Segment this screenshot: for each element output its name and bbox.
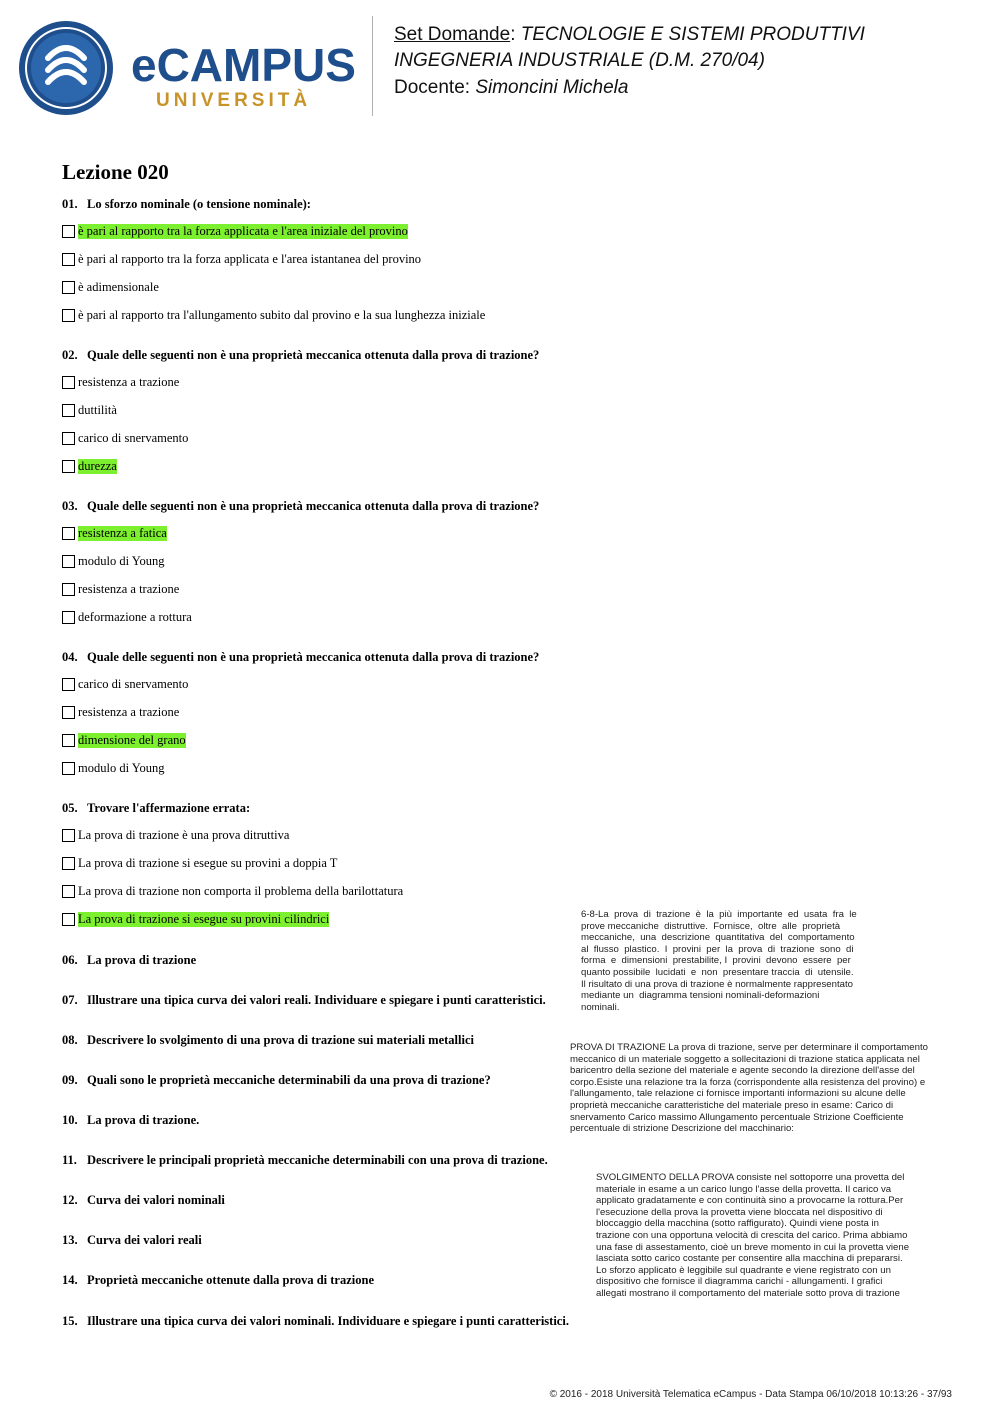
question-text: Quali sono le proprietà meccaniche determinabili da una prova di trazione? bbox=[87, 1073, 491, 1087]
ecampus-logo bbox=[18, 18, 368, 118]
checkbox[interactable] bbox=[62, 913, 75, 926]
set-colon: : bbox=[510, 24, 516, 45]
checkbox[interactable] bbox=[62, 404, 75, 417]
checkbox[interactable] bbox=[62, 281, 75, 294]
question-number: 07. bbox=[62, 993, 78, 1007]
question-04 bbox=[62, 650, 539, 665]
answer-option[interactable] bbox=[62, 883, 403, 900]
checkbox[interactable] bbox=[62, 678, 75, 691]
question-number: 13. bbox=[62, 1233, 78, 1247]
checkbox[interactable] bbox=[62, 555, 75, 568]
question-text: Curva dei valori nominali bbox=[87, 1193, 225, 1207]
checkbox[interactable] bbox=[62, 225, 75, 238]
checkbox[interactable] bbox=[62, 706, 75, 719]
set-line bbox=[394, 22, 865, 48]
question-number: 14. bbox=[62, 1273, 78, 1287]
question-text: Curva dei valori reali bbox=[87, 1233, 202, 1247]
answer-text: La prova di trazione non comporta il problema della barilottatura bbox=[78, 884, 404, 898]
answer-text: carico di snervamento bbox=[78, 677, 189, 691]
checkbox[interactable] bbox=[62, 583, 75, 596]
answer-text: carico di snervamento bbox=[78, 431, 189, 445]
answer-text: La prova di trazione si esegue su provini a doppia T bbox=[78, 856, 338, 870]
checkbox[interactable] bbox=[62, 734, 75, 747]
question-text: Quale delle seguenti non è una proprietà meccanica ottenuta dalla prova di trazione? bbox=[87, 499, 540, 513]
answer-option[interactable] bbox=[62, 402, 117, 419]
answer-option[interactable] bbox=[62, 676, 188, 693]
answer-option[interactable] bbox=[62, 251, 421, 268]
question-number: 03. bbox=[62, 499, 78, 513]
answer-option[interactable] bbox=[62, 374, 179, 391]
question-number: 02. bbox=[62, 348, 78, 362]
question-07 bbox=[62, 993, 546, 1008]
question-number: 01. bbox=[62, 197, 78, 211]
teacher-label: Docente: bbox=[394, 77, 476, 98]
answer-option[interactable] bbox=[62, 458, 117, 475]
checkbox[interactable] bbox=[62, 432, 75, 445]
question-12 bbox=[62, 1193, 225, 1208]
question-text: Descrivere le principali proprietà meccaniche determinabili con una prova di trazione. bbox=[87, 1153, 548, 1167]
logo-sub-text: UNIVERSITÀ bbox=[156, 90, 312, 111]
question-number: 12. bbox=[62, 1193, 78, 1207]
checkbox[interactable] bbox=[62, 762, 75, 775]
question-06 bbox=[62, 953, 196, 968]
question-text: Quale delle seguenti non è una proprietà meccanica ottenuta dalla prova di trazione? bbox=[87, 650, 540, 664]
page-footer: © 2016 - 2018 Università Telematica eCampus - Data Stampa 06/10/2018 10:13:26 - 37/93 bbox=[549, 1389, 952, 1400]
question-number: 10. bbox=[62, 1113, 78, 1127]
question-number: 09. bbox=[62, 1073, 78, 1087]
answer-option[interactable] bbox=[62, 223, 408, 240]
answer-text-correct: La prova di trazione si esegue su provini cilindrici bbox=[78, 912, 330, 926]
answer-option[interactable] bbox=[62, 827, 289, 844]
logo-brand-text: eCAMPUS bbox=[131, 39, 356, 91]
lesson-title: Lezione 020 bbox=[62, 160, 169, 184]
answer-option[interactable] bbox=[62, 855, 337, 872]
answer-option[interactable] bbox=[62, 911, 329, 928]
question-text: La prova di trazione bbox=[87, 953, 197, 967]
course-line2-row bbox=[394, 48, 765, 74]
answer-option[interactable] bbox=[62, 307, 485, 324]
answer-text-correct: durezza bbox=[78, 459, 117, 473]
question-09 bbox=[62, 1073, 491, 1088]
question-11 bbox=[62, 1153, 548, 1168]
checkbox[interactable] bbox=[62, 460, 75, 473]
checkbox[interactable] bbox=[62, 857, 75, 870]
checkbox[interactable] bbox=[62, 309, 75, 322]
answer-text: è pari al rapporto tra l'allungamento subito dal provino e la sua lunghezza iniziale bbox=[78, 308, 486, 322]
checkbox[interactable] bbox=[62, 885, 75, 898]
answer-text-correct: resistenza a fatica bbox=[78, 526, 167, 540]
question-14 bbox=[62, 1273, 374, 1288]
answer-text: modulo di Young bbox=[78, 554, 165, 568]
answer-text: modulo di Young bbox=[78, 761, 165, 775]
question-number: 15. bbox=[62, 1314, 78, 1328]
question-13 bbox=[62, 1233, 202, 1248]
question-02 bbox=[62, 348, 539, 363]
answer-option[interactable] bbox=[62, 609, 192, 626]
answer-option[interactable] bbox=[62, 704, 179, 721]
checkbox[interactable] bbox=[62, 611, 75, 624]
answer-note-1: 6-8-La prova di trazione è la più importante ed usata fra le prove meccaniche distruttive. Fornisce, oltre alle proprietà meccaniche, una descrizione quantitativa del comportamento al flusso plastico. I provini per la prova di trazione sono di forma e dimensioni prestabilite, I provini devono essere per quanto possibile lucidati e non presentare traccia di utensile. Il risultato di una prova di trazione è normalmente rappresentato mediante un diagramma tensioni nominali-deformazioni nominali. bbox=[581, 909, 857, 1013]
answer-text: duttilità bbox=[78, 403, 117, 417]
teacher-name: Simoncini Michela bbox=[475, 77, 629, 98]
question-text: Illustrare una tipica curva dei valori nominali. Individuare e spiegare i punti caratteristici. bbox=[87, 1314, 569, 1328]
answer-text: resistenza a trazione bbox=[78, 582, 180, 596]
question-01 bbox=[62, 197, 311, 212]
question-text: Proprietà meccaniche ottenute dalla prova di trazione bbox=[87, 1273, 374, 1287]
question-08 bbox=[62, 1033, 474, 1048]
answer-note-3: SVOLGIMENTO DELLA PROVA consiste nel sottoporre una provetta del materiale in esame a un carico lungo l'asse della provetta. Il carico va applicato gradatamente e con continuità sino a provocarne la rottura.Per l'esecuzione della prova la provetta viene bloccata nel dispositivo di bloccaggio della macchina (sotto raffigurato). Quindi viene posta in trazione con una opportuna velocità di crescita del carico. Prima abbiamo una fase di assestamento, cioè un breve momento in cui la provetta viene lasciata sotto carico costante per consentire alla macchina di prepararsi. Lo sforzo applicato è leggibile sul quadrante e viene registrato con un dispositivo che fornisce il diagramma carichi - allungamenti. I grafici allegati mostrano il comportamento del materiale sotto prova di trazione bbox=[596, 1172, 910, 1299]
checkbox[interactable] bbox=[62, 829, 75, 842]
answer-text: resistenza a trazione bbox=[78, 705, 180, 719]
question-number: 04. bbox=[62, 650, 78, 664]
question-number: 06. bbox=[62, 953, 78, 967]
answer-option[interactable] bbox=[62, 732, 186, 749]
answer-text: deformazione a rottura bbox=[78, 610, 192, 624]
question-text: Quale delle seguenti non è una proprietà meccanica ottenuta dalla prova di trazione? bbox=[87, 348, 540, 362]
checkbox[interactable] bbox=[62, 376, 75, 389]
question-number: 08. bbox=[62, 1033, 78, 1047]
answer-option[interactable] bbox=[62, 553, 164, 570]
question-text: Lo sforzo nominale (o tensione nominale): bbox=[87, 197, 311, 211]
answer-option[interactable] bbox=[62, 525, 167, 542]
answer-note-2: PROVA DI TRAZIONE La prova di trazione, serve per determinare il comportamento meccanico di un materiale soggetto a sollecitazioni di trazione statica applicata nel baricentro della sezione del materiale e agente secondo la direzione dell'asse del corpo.Esiste una relazione tra la forza (corrispondente alla resistenza del provino) e l'allungamento, tale relazione ci fornisce importanti informazioni su alcune delle proprietà meccaniche caratteristiche del materiale preso in esame: Carico di snervamento Carico massimo Allungamento percentuale Strizione Coefficiente percentuale di strizione Descrizione del macchinario: bbox=[570, 1042, 928, 1135]
set-label: Set Domande bbox=[394, 24, 511, 45]
question-text: La prova di trazione. bbox=[87, 1113, 200, 1127]
answer-text: resistenza a trazione bbox=[78, 375, 180, 389]
question-text: Trovare l'affermazione errata: bbox=[87, 801, 251, 815]
answer-option[interactable] bbox=[62, 581, 179, 598]
checkbox[interactable] bbox=[62, 253, 75, 266]
answer-option[interactable] bbox=[62, 279, 159, 296]
question-number: 05. bbox=[62, 801, 78, 815]
answer-text-correct: dimensione del grano bbox=[78, 733, 186, 747]
answer-option[interactable] bbox=[62, 760, 164, 777]
answer-text-correct: è pari al rapporto tra la forza applicata e l'area iniziale del provino bbox=[78, 224, 408, 238]
question-05 bbox=[62, 801, 250, 816]
checkbox[interactable] bbox=[62, 527, 75, 540]
question-10 bbox=[62, 1113, 199, 1128]
question-number: 11. bbox=[62, 1153, 77, 1167]
question-text: Descrivere lo svolgimento di una prova di trazione sui materiali metallici bbox=[87, 1033, 474, 1047]
header-divider bbox=[372, 16, 373, 116]
answer-text: è adimensionale bbox=[78, 280, 159, 294]
course-line1: TECNOLOGIE E SISTEMI PRODUTTIVI bbox=[520, 24, 865, 45]
answer-text: La prova di trazione è una prova ditruttiva bbox=[78, 828, 290, 842]
answer-option[interactable] bbox=[62, 430, 188, 447]
course-line2: INGEGNERIA INDUSTRIALE (D.M. 270/04) bbox=[394, 50, 765, 71]
answer-text: è pari al rapporto tra la forza applicata e l'area istantanea del provino bbox=[78, 252, 422, 266]
question-03 bbox=[62, 499, 539, 514]
question-15 bbox=[62, 1314, 569, 1329]
question-text: Illustrare una tipica curva dei valori reali. Individuare e spiegare i punti caratteristici. bbox=[87, 993, 546, 1007]
teacher-line bbox=[394, 75, 628, 101]
